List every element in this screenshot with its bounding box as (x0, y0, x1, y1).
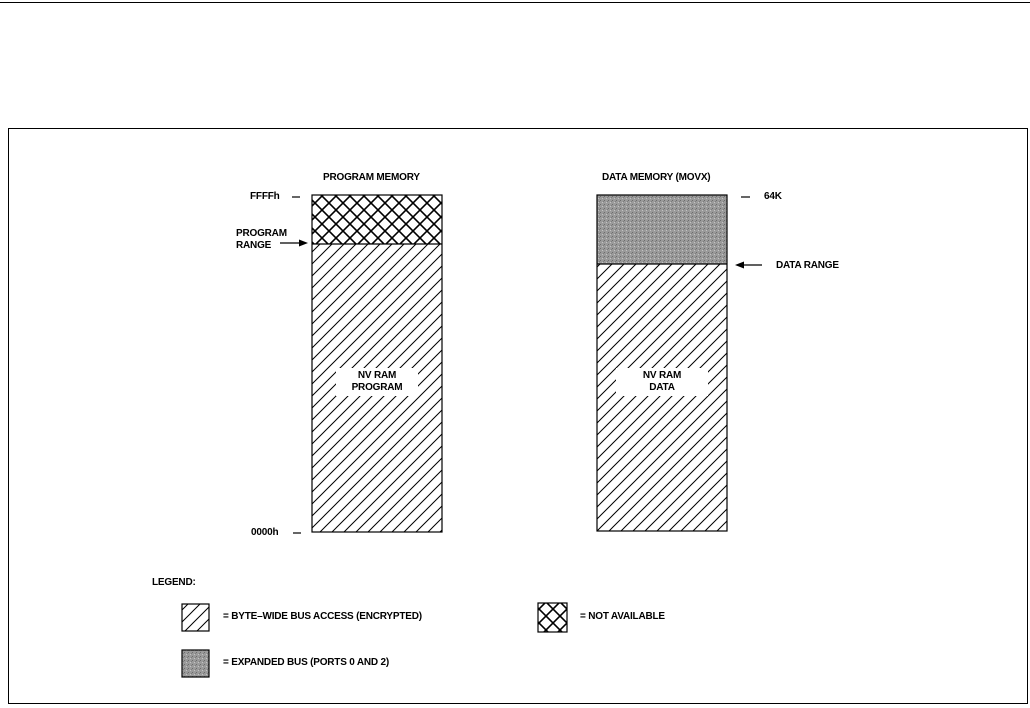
program-region-label-line2: PROGRAM (351, 382, 403, 393)
data-top-address: 64K (764, 191, 782, 202)
data-expanded-bus-region (597, 195, 727, 264)
program-memory-block (280, 195, 442, 533)
data-memory-title: DATA MEMORY (MOVX) (602, 172, 711, 183)
data-memory-block (597, 195, 762, 531)
legend-swatch-stipple (182, 650, 209, 677)
data-nvram-region (597, 264, 727, 531)
data-region-label-line2: DATA (649, 382, 675, 393)
legend-swatch-hatch (182, 604, 209, 631)
legend-item-stipple-text: = EXPANDED BUS (PORTS 0 AND 2) (223, 657, 389, 668)
program-memory-title: PROGRAM MEMORY (323, 172, 420, 183)
program-range-label-line2: RANGE (236, 240, 272, 251)
data-region-label-line1: NV RAM (642, 370, 682, 381)
legend-swatch-crosshatch (538, 603, 567, 632)
program-region-label (336, 368, 418, 396)
program-bottom-address: 0000h (251, 527, 279, 538)
program-not-available-region (312, 195, 442, 244)
legend-item-crosshatch-text: = NOT AVAILABLE (580, 611, 665, 622)
program-region-label-line1: NV RAM (357, 370, 397, 381)
program-range-label-line1: PROGRAM (236, 228, 287, 239)
legend-title: LEGEND: (152, 577, 196, 588)
data-range-label: DATA RANGE (776, 260, 839, 271)
program-top-address: FFFFh (250, 191, 280, 202)
data-region-label (616, 368, 708, 396)
data-range-arrow (735, 262, 762, 269)
legend-item-hatch-text: = BYTE–WIDE BUS ACCESS (ENCRYPTED) (223, 611, 422, 622)
program-range-arrow (280, 240, 308, 247)
